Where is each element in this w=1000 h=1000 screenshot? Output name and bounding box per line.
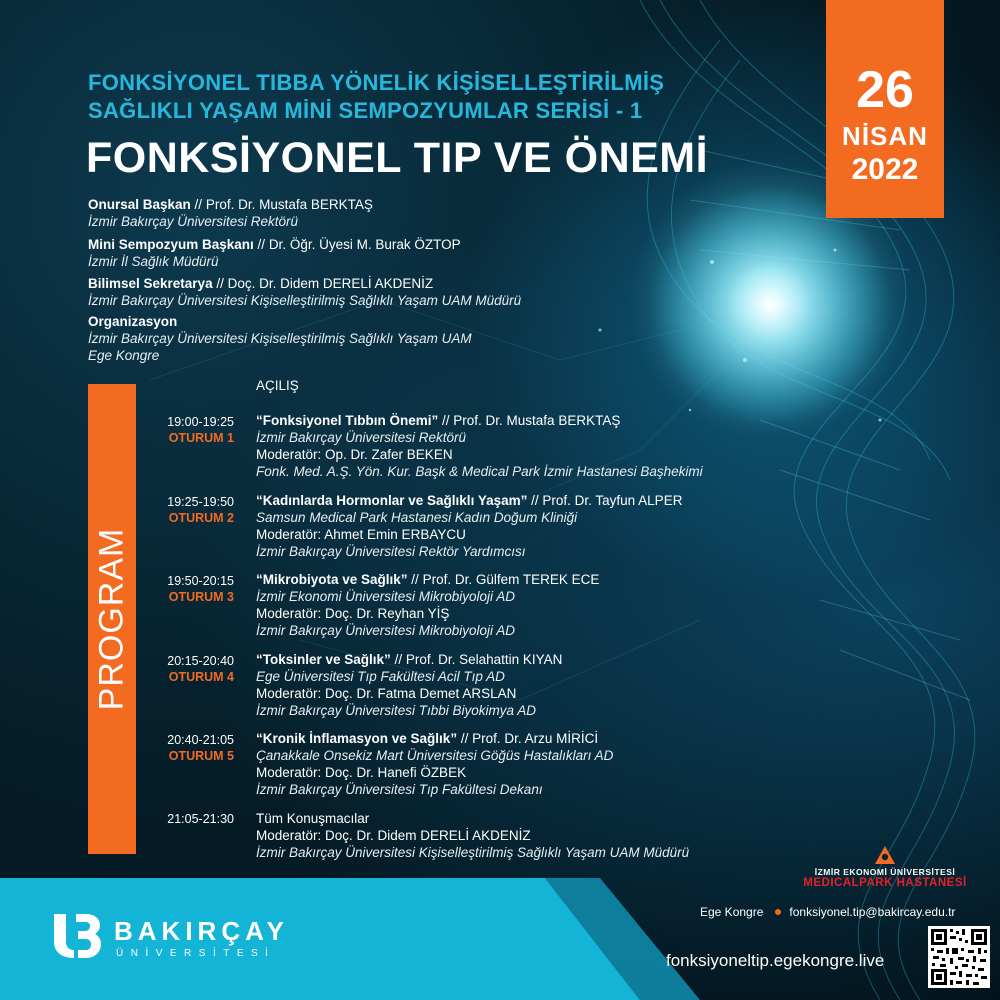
organizer-person: Doç. Dr. Didem DERELİ AKDENİZ: [227, 276, 434, 291]
organizer-person: Dr. Öğr. Üyesi M. Burak ÖZTOP: [268, 237, 461, 252]
organization-label: Organizasyon: [88, 314, 178, 329]
moderator: Moderatör: Doç. Dr. Hanefi ÖZBEK: [256, 765, 467, 780]
speaker-affiliation: Samsun Medical Park Hastanesi Kadın Doğum Kliniği: [256, 510, 578, 525]
date-year: 2022: [851, 153, 919, 186]
main-title: FONKSİYONEL TIP VE ÖNEMİ: [86, 134, 709, 182]
time-range: 19:25-19:50: [167, 495, 234, 509]
moderator-affiliation: İzmir Bakırçay Üniversitesi Kişiselleştirilmiş Sağlıklı Yaşam UAM Müdürü: [256, 845, 690, 860]
organizer-person: Prof. Dr. Mustafa BERKTAŞ: [205, 197, 373, 212]
speaker-affiliation: İzmir Ekonomi Üniversitesi Mikrobiyoloji AD: [256, 589, 516, 604]
talk-topic: “Kadınlarda Hormonlar ve Sağlıklı Yaşam”: [256, 493, 528, 508]
time-range: 20:40-21:05: [167, 733, 234, 747]
moderator: Moderatör: Doç. Dr. Fatma Demet ARSLAN: [256, 686, 517, 701]
session-time: [148, 573, 234, 605]
organization-line-1: İzmir Bakırçay Üniversitesi Kişiselleştirilmiş Sağlıklı Yaşam UAM: [88, 331, 472, 346]
organizer-affiliation: İzmir Bakırçay Üniversitesi Rektörü: [88, 214, 299, 229]
series-title-line-1: FONKSİYONEL TIBBA YÖNELİK KİŞİSELLEŞTİRİLMİŞ: [88, 70, 665, 95]
speaker: Prof. Dr. Tayfun ALPER: [542, 493, 683, 508]
organization-line-2: Ege Kongre: [88, 348, 160, 363]
session-details: [256, 651, 562, 719]
qr-code-icon[interactable]: [928, 926, 990, 988]
separator: //: [390, 652, 406, 667]
speaker: Prof. Dr. Arzu MİRİCİ: [472, 731, 599, 746]
separator: //: [253, 237, 269, 252]
organizer-role: Mini Sempozyum Başkanı: [88, 237, 254, 252]
time-range: 19:50-20:15: [167, 574, 234, 588]
contact-email[interactable]: fonksiyonel.tip@bakircay.edu.tr: [789, 905, 956, 919]
session-details: [256, 571, 599, 639]
ieu-name: İZMİR EKONOMİ ÜNİVERSİTESİ: [814, 867, 956, 877]
organizer-honorary-chair: [88, 196, 373, 230]
ieu-logo-icon: [875, 846, 895, 864]
medicalpark-name: MEDICALPARK HASTANESİ: [803, 877, 967, 889]
moderator: Moderatör: Doç. Dr. Didem DERELİ AKDENİZ: [256, 828, 531, 843]
session-time: [148, 494, 234, 526]
closing-title: Tüm Konuşmacılar: [256, 811, 370, 826]
separator: //: [438, 413, 454, 428]
separator: //: [457, 731, 473, 746]
session-number: OTURUM 3: [168, 590, 234, 604]
time-range: 21:05-21:30: [167, 812, 234, 826]
moderator: Moderatör: Ahmet Emin ERBAYCU: [256, 527, 466, 542]
organizer-symposium-chair: [88, 236, 461, 270]
organizer-scientific-secretary: [88, 275, 521, 309]
moderator-affiliation: İzmir Bakırçay Üniversitesi Mikrobiyoloji AD: [256, 623, 516, 638]
moderator-affiliation: İzmir Bakırçay Üniversitesi Tıbbi Biyokimya AD: [256, 703, 537, 718]
bullet-dot-icon: [775, 909, 781, 915]
organization-block: [88, 313, 472, 364]
website-link[interactable]: fonksiyoneltip.egekongre.live: [666, 951, 885, 970]
speaker: Prof. Dr. Selahattin KIYAN: [405, 652, 563, 667]
organizer-role: Onursal Başkan: [88, 197, 191, 212]
moderator-affiliation: İzmir Bakırçay Üniversitesi Tıp Fakültesi Dekanı: [256, 782, 543, 797]
closing-time: [148, 811, 234, 827]
speaker: Prof. Dr. Mustafa BERKTAŞ: [453, 413, 621, 428]
bakircay-logo-mark-icon: [52, 912, 102, 958]
talk-topic: “Kronik İnflamasyon ve Sağlık”: [256, 731, 458, 746]
organizer-role: Bilimsel Sekretarya: [88, 276, 213, 291]
talk-topic: “Fonksiyonel Tıbbın Önemi”: [256, 413, 439, 428]
session-number: OTURUM 1: [168, 431, 234, 445]
speaker-affiliation: İzmir Bakırçay Üniversitesi Rektörü: [256, 430, 467, 445]
event-date-box: [826, 0, 944, 218]
session-time: [148, 732, 234, 764]
session-time: [148, 653, 234, 685]
closing-details: [256, 810, 689, 861]
time-range: 19:00-19:25: [167, 415, 234, 429]
session-number: OTURUM 4: [168, 670, 234, 684]
talk-topic: “Mikrobiyota ve Sağlık”: [256, 572, 408, 587]
partner-logos: [790, 846, 980, 889]
separator: //: [212, 276, 228, 291]
separator: //: [407, 572, 423, 587]
session-number: OTURUM 2: [168, 511, 234, 525]
program-label: PROGRAM: [92, 527, 131, 711]
speaker: Prof. Dr. Gülfem TEREK ECE: [422, 572, 600, 587]
talk-topic: “Toksinler ve Sağlık”: [256, 652, 391, 667]
organizer-affiliation: İzmir Bakırçay Üniversitesi Kişiselleştirilmiş Sağlıklı Yaşam UAM Müdürü: [88, 293, 522, 308]
session-details: [256, 730, 613, 798]
opening-label: AÇILIŞ: [256, 378, 299, 393]
moderator-affiliation: İzmir Bakırçay Üniversitesi Rektör Yardımcısı: [256, 544, 526, 559]
organizer-name: Ege Kongre: [700, 905, 764, 919]
date-day: 26: [856, 61, 914, 119]
moderator: Moderatör: Op. Dr. Zafer BEKEN: [256, 447, 453, 462]
moderator-affiliation: Fonk. Med. A.Ş. Yön. Kur. Başk & Medical Park İzmir Hastanesi Başhekimi: [256, 464, 703, 479]
speaker-affiliation: Ege Üniversitesi Tıp Fakültesi Acil Tıp AD: [256, 669, 505, 684]
series-title-line-2: SAĞLIKLI YAŞAM MİNİ SEMPOZYUMLAR SERİSİ - 1: [88, 98, 643, 123]
time-range: 20:15-20:40: [167, 654, 234, 668]
bakircay-name: BAKIRÇAY: [114, 916, 289, 946]
bakircay-subtitle: ÜNİVERSİTESİ: [116, 948, 276, 959]
program-side-bar: [88, 384, 136, 854]
session-details: [256, 412, 703, 480]
session-number: OTURUM 5: [168, 749, 234, 763]
separator: //: [190, 197, 206, 212]
organizer-affiliation: İzmir İl Sağlık Müdürü: [88, 254, 219, 269]
moderator: Moderatör: Doç. Dr. Reyhan YİŞ: [256, 606, 450, 621]
session-time: [148, 414, 234, 446]
contact-line: [700, 905, 955, 919]
date-month: NİSAN: [842, 121, 928, 151]
session-details: [256, 492, 682, 560]
speaker-affiliation: Çanakkale Onsekiz Mart Üniversitesi Göğüs Hastalıkları AD: [256, 748, 614, 763]
separator: //: [527, 493, 543, 508]
